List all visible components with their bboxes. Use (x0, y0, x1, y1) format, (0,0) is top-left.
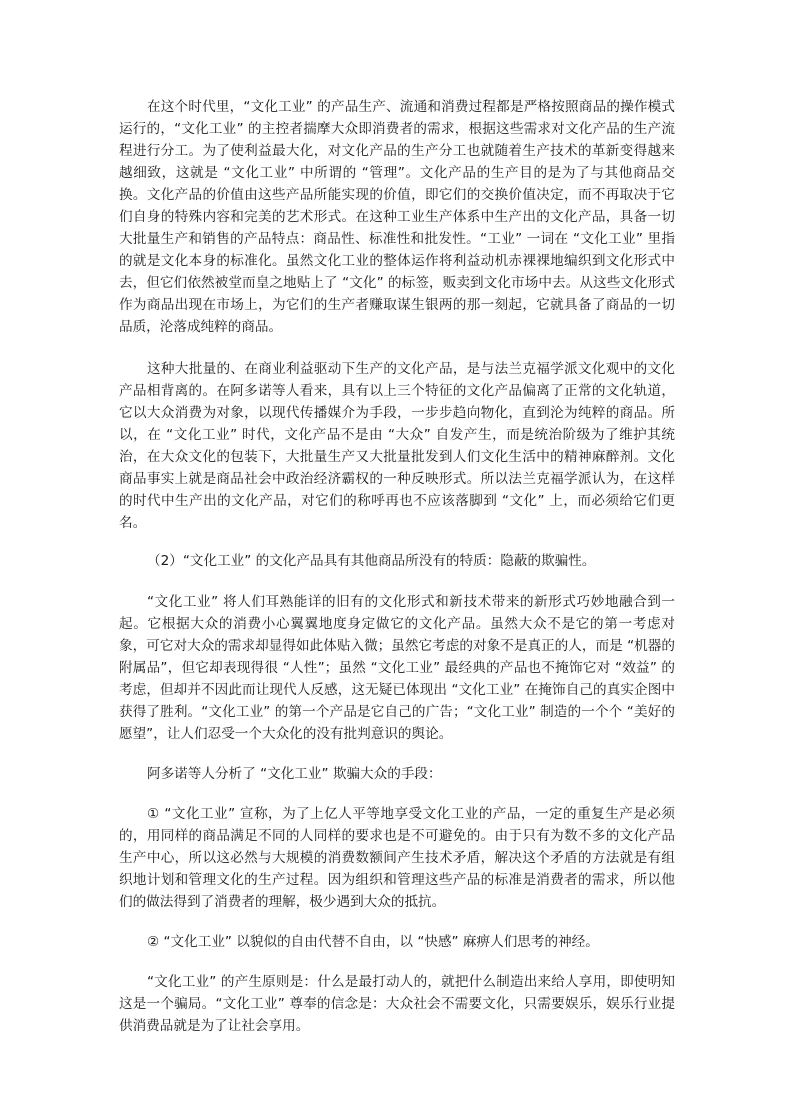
paragraph-adorno-analysis: 阿多诺等人分析了 “文化工业” 欺骗大众的手段： (147, 766, 442, 782)
paragraph-culture-industry-production: 在这个时代里，“文化工业” 的产品生产、流通和消费过程都是严格按照商品的操作模式运行的，“文化工业” 的主控者揣摩大众即消费者的需求，根据这些需求对文化产品的生产流程进行分工。为了使利益最大化，对文化产品的生产分工也就随着生产技术的革新变得越来越细致，这就是 “文化工业” 中所谓的 “管理”。文化产品的生产目的是为了与其他商品交换。文化产品的价值由这些产品所能实现的价值，即它们的交换价值决定，而不再取决于它们自身的特殊内容和完美的艺术形式。在这种工业生产体系中生产出的文化产品，具备一切大批量生产和销售的产品特点：商品性、标准性和批发性。“工业” 一词在 “文化工业” 里指的就是文化本身的标准化。虽然文化工业的整体运作将利益动机赤裸裸地编织到文化形式中去，但它们依然被堂而皇之地贴上了 “文化” 的标签，贩卖到文化市场中去。从这些文化形式作为商品出现在市场上，为它们的生产者赚取谋生银两的那一刻起，它就具备了商品的一切品质，沦落成纯粹的商品。 (119, 99, 675, 335)
paragraph-point-two: ② “文化工业” 以貌似的自由代替不自由，以 “快感” 麻痹人们思考的神经。 (147, 934, 599, 950)
paragraph-point-one: ① “文化工业” 宣称，为了上亿人平等地享受文化工业的产品，一定的重复生产是必须的，用同样的商品满足不同的人同样的要求也是不可避免的。由于只有为数不多的文化产品生产中心，所以这必然与大规模的消费数额间产生技术矛盾，解决这个矛盾的方法就是有组织地计划和管理文化的生产过程。因为组织和管理这些产品的标准是消费者的需求，所以他们的做法得到了消费者的理解，极少遇到大众的抵抗。 (119, 806, 675, 910)
paragraph-mass-produced-products: 这种大批量的、在商业利益驱动下生产的文化产品，是与法兰克福学派文化观中的文化产品相背离的。在阿多诺等人看来，具有以上三个特征的文化产品偏离了正常的文化轨道，它以大众消费为对象，以现代传播媒介为手段，一步步趋向物化，直到沦为纯粹的商品。所以，在 “文化工业” 时代，文化产品不是由 “大众” 自发产生，而是统治阶级为了维护其统治，在大众文化的包装下，大批量生产又大批量批发到人们文化生活中的精神麻醉剂。文化商品事实上就是商品社会中政治经济霸权的一种反映形式。所以法兰克福学派认为，在这样的时代中生产出的文化产品，对它们的称呼再也不应该落脚到 “文化” 上，而必须给它们更名。 (119, 361, 675, 531)
paragraph-production-principle: “文化工业” 的产生原则是：什么是最打动人的，就把什么制造出来给人享用，即使明知这是一个骗局。“文化工业” 尊奉的信念是：大众社会不需要文化，只需要娱乐，娱乐行业提供消费品就是为了让社会享用。 (119, 974, 675, 1034)
paragraph-fusion-of-forms: “文化工业” 将人们耳熟能详的旧有的文化形式和新技术带来的新形式巧妙地融合到一起。它根据大众的消费小心翼翼地度身定做它的文化产品。虽然大众不是它的第一考虑对象，可它对大众的需求却显得如此体贴入微；虽然它考虑的对象不是真正的人，而是 “机器的附属品”，但它却表现得很 “人性”；虽然 “文化工业” 最经典的产品也不掩饰它对 “效益” 的考虑，但却并不因此而让现代人反感，这无疑已体现出 “文化工业” 在掩饰自己的真实企图中获得了胜利。“文化工业” 的第一个产品是它自己的广告；“文化工业” 制造的一个个 “美好的愿望”，让人们忍受一个大众化的没有批判意识的舆论。 (119, 594, 675, 742)
paragraph-heading-deceptiveness: （2）“文化工业” 的文化产品具有其他商品所没有的特质：隐蔽的欺骗性。 (147, 553, 596, 569)
document-body (119, 96, 675, 1037)
